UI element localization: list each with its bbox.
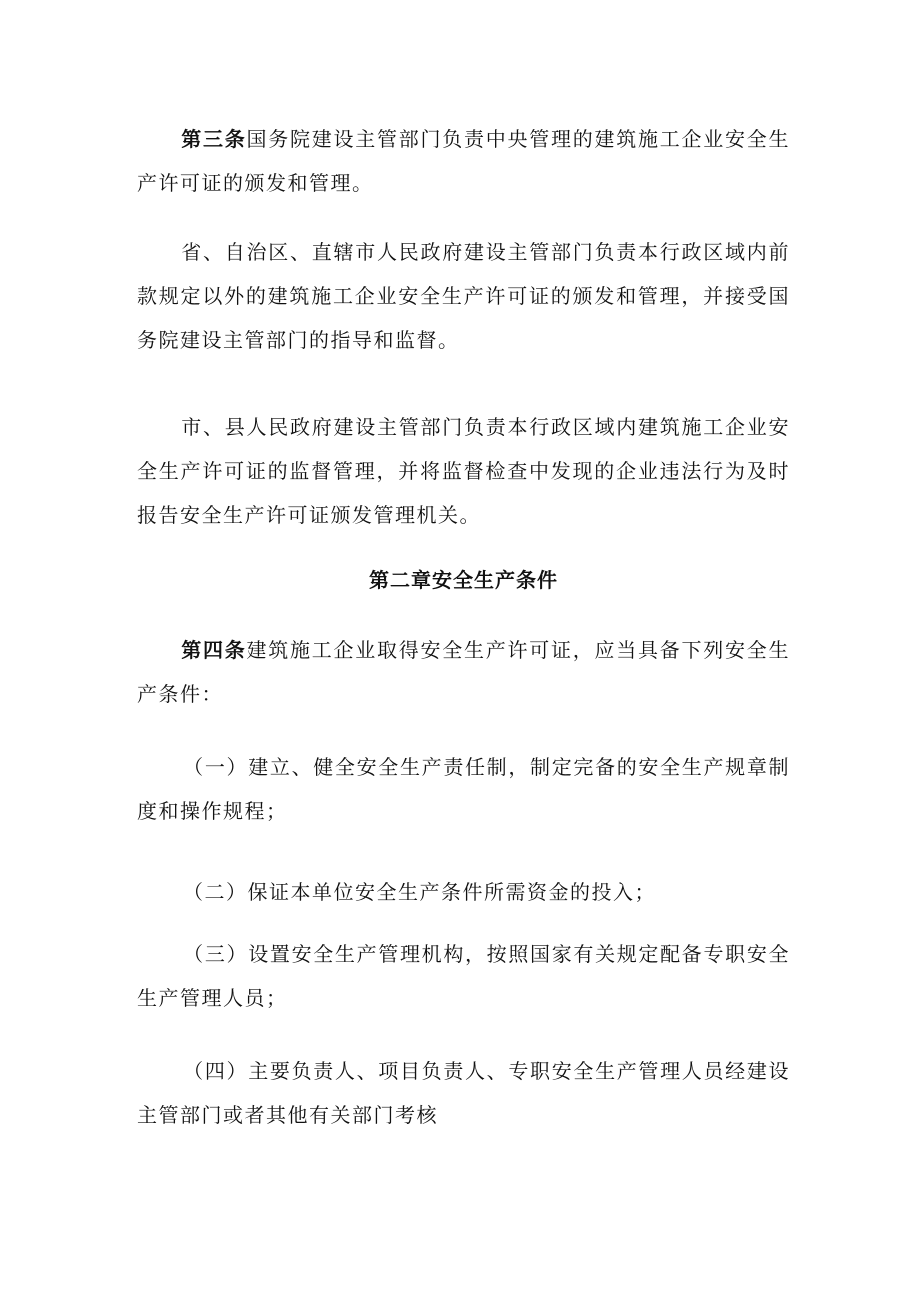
- county-paragraph: [137, 405, 790, 537]
- item-1-text: （一）建立、健全安全生产责任制，制定完备的安全生产规章制度和操作规程；: [137, 755, 790, 823]
- article-3-text: 国务院建设主管部门负责中央管理的建筑施工企业安全生产许可证的颁发和管理。: [137, 127, 790, 195]
- article-3-paragraph: [137, 117, 790, 205]
- item-4: [137, 1049, 790, 1137]
- article-3-heading: 第三条: [181, 127, 247, 151]
- article-4-text: 建筑施工企业取得安全生产许可证，应当具备下列安全生产条件：: [137, 638, 790, 706]
- item-3-text: （三）设置安全生产管理机构，按照国家有关规定配备专职安全生产管理人员；: [137, 942, 790, 1010]
- item-2-text: （二）保证本单位安全生产条件所需资金的投入；: [183, 880, 656, 904]
- item-3: [137, 932, 790, 1020]
- county-text: 市、县人民政府建设主管部门负责本行政区域内建筑施工企业安全生产许可证的监督管理，并将监督检查中发现的企业违法行为及时报告安全生产许可证颁发管理机关。: [137, 415, 790, 527]
- item-4-text: （四）主要负责人、项目负责人、专职安全生产管理人员经建设主管部门或者其他有关部门考核: [137, 1059, 790, 1127]
- provincial-paragraph: [137, 230, 790, 362]
- item-1: [137, 745, 790, 833]
- provincial-text: 省、自治区、直辖市人民政府建设主管部门负责本行政区域内前款规定以外的建筑施工企业安全生产许可证的颁发和管理，并接受国务院建设主管部门的指导和监督。: [137, 240, 790, 352]
- item-2: [137, 870, 790, 914]
- article-4-paragraph: [137, 628, 790, 716]
- article-4-heading: 第四条: [181, 638, 247, 662]
- chapter-2-title: 第二章安全生产条件: [369, 568, 558, 592]
